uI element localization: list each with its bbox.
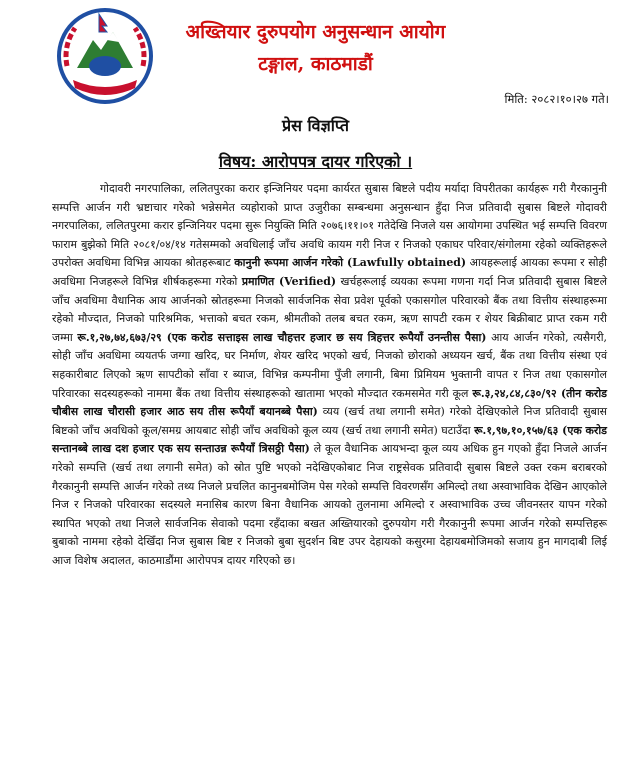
body-segment: आयहरूलाई आयका रूपमा र सोही अवधिमा निजहरूले विभिन्न शीर्षकहरूमा गरेको xyxy=(52,256,607,288)
press-release-body xyxy=(52,180,607,570)
subject-text: विषय: आरोपपत्र दायर गरिएको । xyxy=(218,152,413,171)
body-bold-segment: रू.१,९७,१०,१५७/६३ (एक करोड सन्तानब्बे लाख दश हजार एक सय सन्ताउन्न रूपैयाँ त्रिसठ्ठी पैसा) xyxy=(52,423,607,456)
body-segment: आय आर्जन गरेको, त्यसैगरी, सोही जाँच अवधिमा व्ययतर्फ जग्गा खरिद, घर निर्माण, शेयर खरिद भएको खर्च, निजको छोराको अध्ययन खर्च, बैंक तथा वित्तीय संस्था एवं सहकारीबाट लिएको ऋण सापटीको साँवा र ब्याज, विभिन्न कम्पनीमा पुँजी लगानी, बिमा प्रिमियम भुक्तानी वापत र निज तथा एकासगोल परिवारका सदस्यहरूको नाममा बैंक तथा वित्तीय संस्थाहरूको खातामा भएको मौज्दात रकमसमेत गरी कूल xyxy=(52,330,607,400)
body-segment: व्यय (खर्च तथा लगानी समेत) गरेको देखिएकोले निज प्रतिवादी सुबास बिष्टको जाँच अवधिको कूल/समग्र आयबाट सोही जाँच अवधिको कूल व्यय (खर्च तथा लगानी समेत) घटाउँदा xyxy=(52,405,608,437)
body-bold-segment: रू.१,२७,७४,६७३/२९ (एक करोड सत्ताइस लाख चौहत्तर हजार छ सय त्रिहत्तर रूपैयाँ उनन्तीस पैसा) xyxy=(77,330,487,344)
organization-location: टङ्गाल, काठमाडौं xyxy=(258,53,373,75)
emblem-base-ribbon xyxy=(73,80,137,95)
body-bold-segment: कानुनी रूपमा आर्जन गरेको (Lawfully obtained) xyxy=(234,256,467,270)
document-type-heading: प्रेस विज्ञप्ति xyxy=(282,116,349,135)
body-segment: खर्चहरूलाई व्ययका रूपमा गणना गर्दा निज प्रतिवादी सुबास बिष्टले जाँच अवधिमा वैधानिक आय आर्जनको स्रोतहरूमा निजको सार्वजनिक सेवा प्रवेश पूर्वको एकासगोल परिवारको बैंक तथा वित्तीय संस्थाहरूमा रहेको मौज्दात, निजको पारिश्रमिक, भत्ताको बचत रकम, श्रीमतीको तलब बचत रकम, ऋण सापटी रकम र शेयर बिक्रीबाट प्राप्त रकम गरी जम्मा xyxy=(52,274,607,344)
press-release-date: मिति: २०८२।१०।२७ गते। xyxy=(504,92,609,106)
body-segment: ले कूल वैधानिक आयभन्दा कूल व्यय अधिक हुन गएको हुँदा निजले आर्जन गरेको सम्पत्ति (खर्च तथा लगानी समेत) को स्रोत पुष्टि भएको नदेखिएकोबाट निज राष्ट्रसेवक प्रतिवादी सुबास बिष्टले उक्त रकम बराबरको गैरकानुनी सम्पत्ति आर्जन गरेको तथ्य निजले प्रचलित कानुनबमोजिम पेस गरेको सम्पत्ति विवरणसँग अमिल्दो तथा अस्वाभाविक देखिन आएकोले निज र निजको परिवारका सदस्यले मनासिब कारण बिना वैधानिक आयको तुलनामा अमिल्दो र अस्वाभाविक उच्च जीवनस्तर यापन गरेको स्थापित भएको तथा निजले सार्वजनिक सेवाको पदमा रहँदाका बखत अख्तियारको दुरुपयोग गरी गैरकानुनी रूपमा आर्जन गरेको सम्पत्तिहरू बुबाको नाममा रहेको देखिँदा निज सुबास बिष्ट र निजको बुबा सुदर्शन बिष्ट उपर देहायको कसुरमा देहायबमोजिमको सजाय हुन मागदाबी लिई आज विशेष अदालत, काठमाडौंमा आरोपपत्र दायर गरिएको छ। xyxy=(52,442,608,567)
body-bold-segment: रू.३,२४,८४,८३०/९२ (तीन करोड चौबीस लाख चौरासी हजार आठ सय तीस रूपैयाँ बयानब्बे पैसा) xyxy=(52,386,607,419)
subject-heading xyxy=(0,150,631,172)
body-bold-segment: प्रमाणित (Verified) xyxy=(241,274,337,288)
organization-name: अख्तियार दुरुपयोग अनुसन्धान आयोग xyxy=(185,21,446,43)
body-segment: गोदावरी नगरपालिका, ललितपुरका करार इन्जिनियर पदमा कार्यरत सुबास बिष्टले पदीय मर्यादा विपरीतका कार्यहरू गरी गैरकानुनी सम्पत्ति आर्जन गरी भ्रष्टाचार गरेको भन्नेसमेत व्यहोराको प्राप्त उजुरीका सम्बन्धमा अनुसन्धान हुँदा निज प्रतिवादी सुबास बिष्टले गोदावरी नगरपालिका, ललितपुरमा करार इन्जिनियर पदमा सुरू नियुक्ति मिति २०७६।११।०१ गतेदेखि निजले यस आयोगमा उपस्थित भई सम्पत्ति विवरण फाराम बुझेको मिति २०८१/०४/१४ गतेसम्मको अवधिलाई जाँच अवधि कायम गरी निज र निजको एकाघर परिवार/संगोलमा रहेको व्यक्तिहरूले उपरोक्त अवधिमा विभिन्न आयका श्रोतहरूबाट xyxy=(52,182,607,270)
